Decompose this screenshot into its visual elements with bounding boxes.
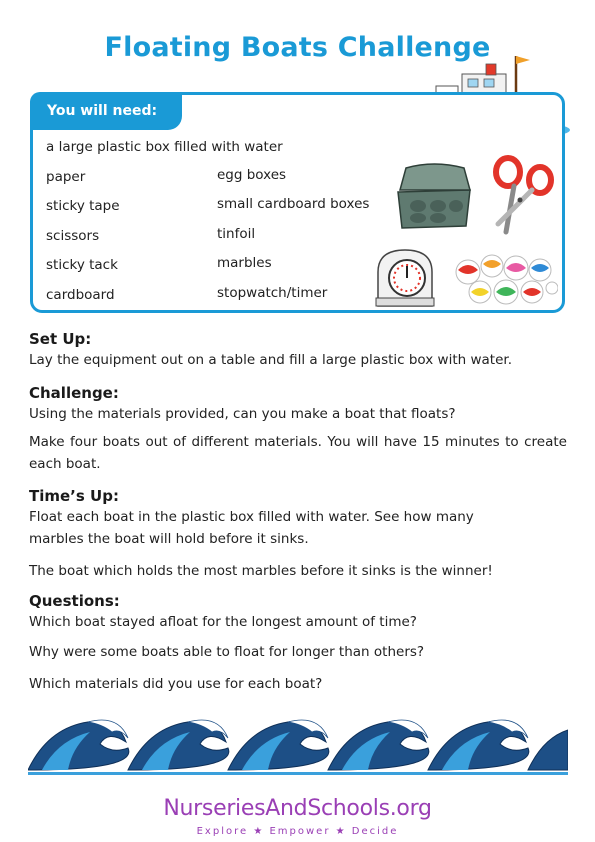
timesup-paragraph: The boat which holds the most marbles before it sinks is the winner! bbox=[29, 563, 493, 579]
marbles-icon bbox=[454, 254, 558, 306]
challenge-heading: Challenge: bbox=[29, 384, 119, 402]
timer-icon bbox=[372, 248, 438, 308]
egg-box-icon bbox=[386, 160, 482, 240]
equipment-item: marbles bbox=[217, 255, 272, 271]
challenge-paragraph: Make four boats out of different materials. You will have 15 minutes to create each boat. bbox=[29, 434, 567, 472]
waves-icon bbox=[28, 708, 568, 780]
equipment-item: scissors bbox=[46, 228, 100, 244]
question-item: Which boat stayed afloat for the longest amount of time? bbox=[29, 614, 417, 630]
timesup-heading: Time’s Up: bbox=[29, 487, 119, 505]
equipment-item: egg boxes bbox=[217, 167, 287, 183]
questions-heading: Questions: bbox=[29, 592, 120, 610]
page-title: Floating Boats Challenge bbox=[104, 32, 491, 63]
question-item: Why were some boats able to float for longer than others? bbox=[29, 644, 425, 660]
brand-logo bbox=[0, 796, 595, 821]
question-item: Which materials did you use for each boat? bbox=[29, 676, 323, 692]
equipment-item: paper bbox=[46, 169, 86, 185]
timesup-paragraph: Float each boat in the plastic box filled with water. See how many marbles the boat will hold before it sinks. bbox=[29, 509, 474, 547]
equipment-item: cardboard bbox=[46, 287, 115, 303]
equipment-item: a large plastic box filled with water bbox=[46, 139, 283, 155]
scissors-icon bbox=[486, 154, 558, 238]
equipment-box-label: You will need: bbox=[47, 103, 158, 119]
brand-name: NurseriesAndSchools.org bbox=[163, 796, 432, 821]
brand-tagline: Explore ★ Empower ★ Decide bbox=[196, 826, 399, 837]
equipment-item: stopwatch/timer bbox=[217, 285, 328, 301]
challenge-paragraph: Using the materials provided, can you make a boat that floats? bbox=[29, 406, 456, 422]
equipment-item: tinfoil bbox=[217, 226, 256, 242]
equipment-item: sticky tape bbox=[46, 198, 120, 214]
equipment-item: sticky tack bbox=[46, 257, 118, 273]
setup-text: Lay the equipment out on a table and fill a large plastic box with water. bbox=[29, 352, 513, 368]
setup-heading: Set Up: bbox=[29, 330, 92, 348]
equipment-item: small cardboard boxes bbox=[217, 196, 370, 212]
